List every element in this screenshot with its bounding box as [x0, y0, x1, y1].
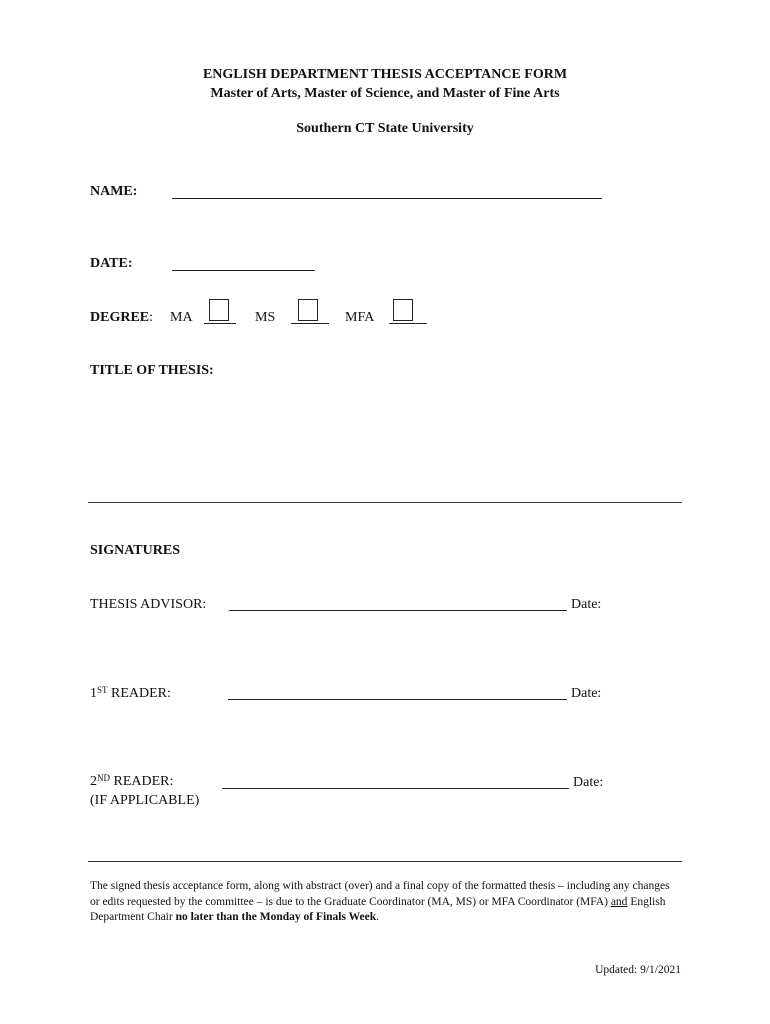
reader1-number: 1	[90, 686, 97, 701]
reader1-signature-field[interactable]	[228, 699, 567, 700]
advisor-signature-field[interactable]	[229, 610, 567, 611]
degree-ma-checkbox[interactable]	[209, 299, 229, 321]
reader2-ordinal: ND	[97, 773, 110, 783]
reader1-ordinal: ST	[97, 685, 108, 695]
reader2-signature-field[interactable]	[222, 788, 569, 789]
thesis-title-label: TITLE OF THESIS:	[90, 363, 214, 378]
degree-option-ms-label: MS	[255, 310, 276, 325]
reader2-number: 2	[90, 774, 97, 789]
note-text-2: English Department Chair	[90, 895, 666, 923]
reader2-label	[90, 774, 173, 790]
reader1-text: READER:	[107, 686, 171, 701]
reader1-date-label: Date:	[571, 686, 602, 701]
form-title: ENGLISH DEPARTMENT THESIS ACCEPTANCE FORM	[202, 67, 568, 82]
degree-mfa-checkbox[interactable]	[393, 299, 413, 321]
advisor-label: THESIS ADVISOR:	[90, 597, 207, 612]
advisor-date-label: Date:	[571, 597, 602, 612]
degree-colon: :	[149, 310, 154, 325]
degree-option-ma-label: MA	[170, 310, 193, 325]
degree-ma-underline	[204, 323, 236, 324]
reader2-note: (IF APPLICABLE)	[90, 793, 200, 808]
name-label: NAME:	[90, 184, 138, 199]
degree-ms-checkbox[interactable]	[298, 299, 318, 321]
note-end: .	[376, 911, 379, 923]
degree-option-mfa-label: MFA	[345, 310, 375, 325]
signatures-heading: SIGNATURES	[90, 543, 180, 558]
thesis-title-field[interactable]	[88, 502, 682, 503]
date-label: DATE:	[90, 256, 133, 271]
name-field[interactable]	[172, 198, 602, 199]
updated-date: Updated: 9/1/2021	[595, 964, 681, 976]
reader2-date-label: Date:	[573, 775, 604, 790]
date-field[interactable]	[172, 270, 315, 271]
submission-note	[90, 879, 680, 926]
note-text: The signed thesis acceptance form, along with abstract (over) and a final copy of the formatted thesis – including any changes or edits requested by the committee – is due to the Graduate Coordinator (MA, MS) or MFA Coordinator (MFA)	[90, 880, 670, 908]
degree-ms-underline	[291, 323, 329, 324]
degree-mfa-underline	[389, 323, 427, 324]
degree-row	[90, 310, 153, 326]
form-subtitle: Master of Arts, Master of Science, and Master of Fine Arts	[210, 86, 560, 101]
reader2-text: READER:	[110, 774, 174, 789]
footer-divider	[88, 861, 682, 862]
note-deadline: no later than the Monday of Finals Week	[175, 911, 377, 923]
university-name: Southern CT State University	[296, 121, 474, 136]
degree-label: DEGREE	[90, 310, 150, 325]
note-and: and	[610, 895, 628, 908]
reader1-label	[90, 686, 171, 702]
